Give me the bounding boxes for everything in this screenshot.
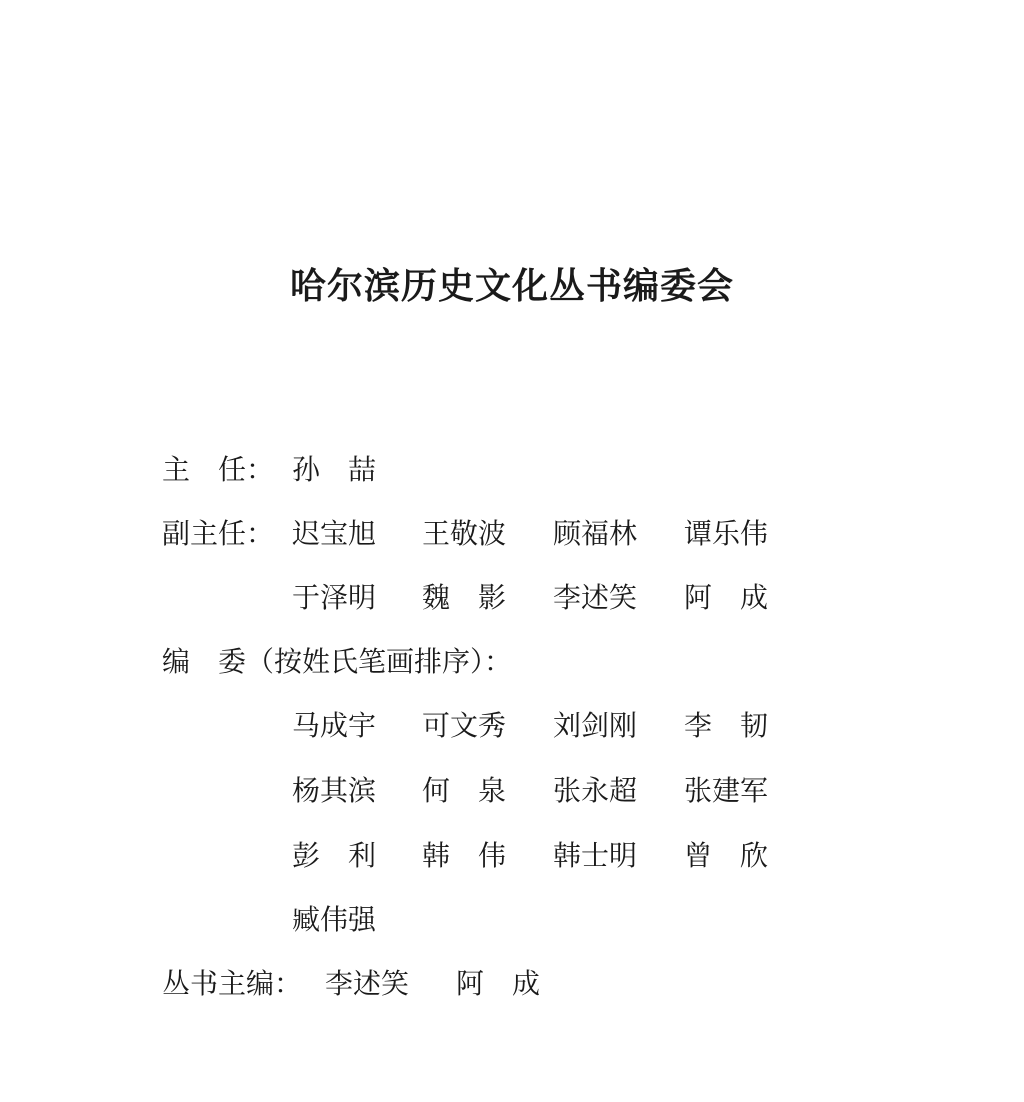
member-name: 彭 利: [292, 839, 377, 872]
deputy-director-label: 副主任：: [162, 517, 275, 550]
director-names: [292, 450, 792, 490]
member-name: 李述笑: [325, 967, 410, 1000]
member-name: 可文秀: [422, 709, 507, 742]
member-name: 张建军: [684, 774, 769, 807]
member-name: 张永超: [553, 774, 638, 807]
member-name: 刘剑刚: [553, 709, 638, 742]
member-name: 韩 伟: [422, 839, 507, 872]
member-name: 顾福林: [553, 517, 638, 550]
member-name: 谭乐伟: [684, 517, 769, 550]
editorial-board-names: [292, 771, 792, 811]
member-name: 迟宝旭: [292, 517, 377, 550]
director-label: 主 任：: [162, 453, 275, 486]
member-name: 韩士明: [553, 839, 638, 872]
member-name: 王敬波: [422, 517, 507, 550]
member-name: 李 韧: [684, 709, 769, 742]
member-name: 阿 成: [456, 967, 541, 1000]
member-name: 杨其滨: [292, 774, 377, 807]
member-name: 孙 喆: [292, 453, 377, 486]
editorial-board-names: [292, 836, 792, 876]
member-name: 阿 成: [684, 581, 769, 614]
editorial-board-names: [292, 900, 792, 940]
member-name: 臧伟强: [292, 903, 377, 936]
editorial-board-label: 编 委（按姓氏笔画排序）：: [162, 645, 513, 678]
member-name: 于泽明: [292, 581, 377, 614]
member-name: 曾 欣: [684, 839, 769, 872]
member-name: 魏 影: [422, 581, 507, 614]
editorial-board-names: [292, 706, 792, 746]
deputy-director-names: [292, 578, 792, 618]
chief-editors-label: 丛书主编：: [162, 967, 303, 1000]
deputy-director-names: [292, 514, 792, 554]
member-name: 何 泉: [422, 774, 507, 807]
member-name: 李述笑: [553, 581, 638, 614]
member-name: 马成宇: [292, 709, 377, 742]
page-title: 哈尔滨历史文化丛书编委会: [289, 265, 734, 307]
